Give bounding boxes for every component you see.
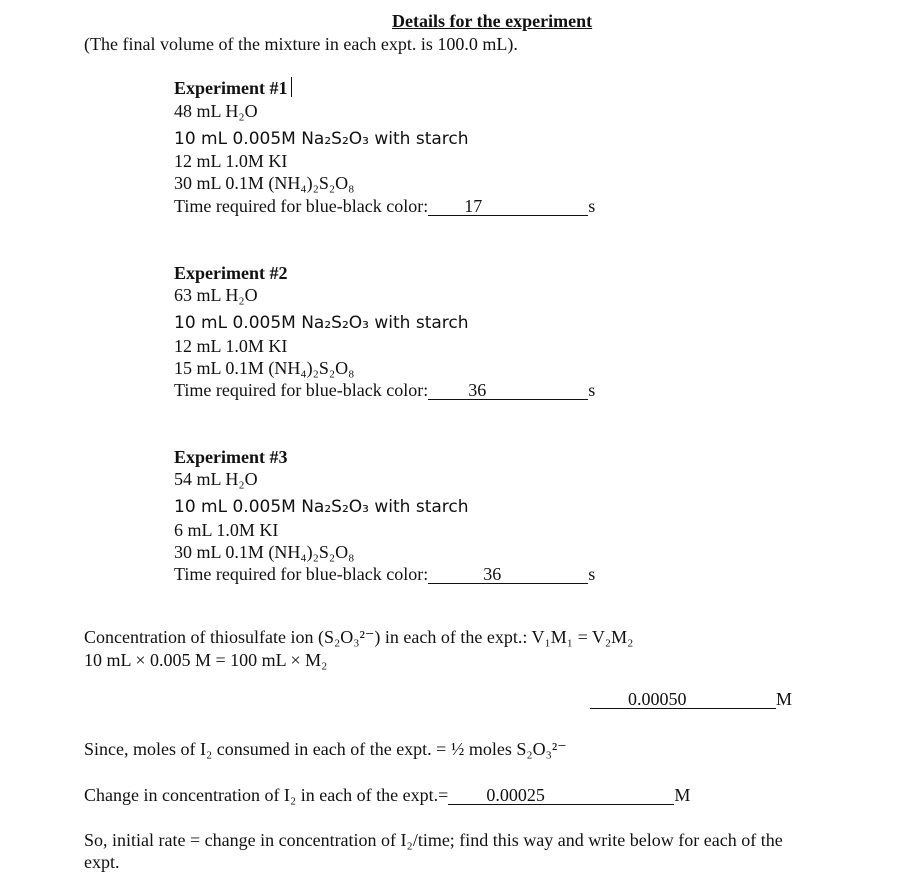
- volume-note: (The final volume of the mixture in each expt. is 100.0 mL).: [84, 34, 518, 54]
- time-value: 36: [468, 380, 487, 400]
- ki-volume: 12 mL 1.0M KI: [174, 336, 288, 356]
- iodine-change-label: Change in concentration of I₂ in each of the expt.=: [84, 785, 449, 805]
- ki-volume: 6 mL 1.0M KI: [174, 520, 279, 540]
- time-row: [174, 563, 595, 585]
- water-volume: 54 mL H₂O: [174, 469, 258, 489]
- time-row: [174, 195, 595, 217]
- text-cursor: [291, 77, 292, 97]
- time-row: [174, 379, 595, 401]
- water-volume: 63 mL H₂O: [174, 285, 258, 305]
- water-volume: 48 mL H₂O: [174, 101, 258, 121]
- ki-volume: 12 mL 1.0M KI: [174, 151, 288, 171]
- thiosulfate-volume: 10 mL 0.005M Na₂S₂O₃ with starch: [174, 313, 469, 333]
- time-label: Time required for blue-black color:: [174, 380, 429, 400]
- rate-instruction-line-2: expt.: [84, 852, 120, 872]
- iodine-change-row: [84, 784, 690, 806]
- thiosulfate-conc-value: 0.00050: [628, 689, 687, 709]
- thiosulfate-concentration-line: Concentration of thiosulfate ion (S₂O₃²⁻) in each of the expt.: V₁M₁ = V₂M₂: [84, 627, 634, 647]
- time-unit: s: [588, 196, 596, 216]
- moles-statement: Since, moles of I₂ consumed in each of the expt. = ½ moles S₂O₃²⁻: [84, 739, 567, 759]
- time-label: Time required for blue-black color:: [174, 564, 429, 584]
- thiosulfate-volume: 10 mL 0.005M Na₂S₂O₃ with starch: [174, 129, 469, 149]
- persulfate-volume: 30 mL 0.1M (NH₄)₂S₂O₈: [174, 542, 355, 562]
- time-field[interactable]: [428, 381, 588, 400]
- experiment-heading: Experiment #2: [174, 263, 288, 283]
- dilution-equation: 10 mL × 0.005 M = 100 mL × M₂: [84, 650, 328, 670]
- time-label: Time required for blue-black color:: [174, 196, 429, 216]
- rate-instruction-line-1: So, initial rate = change in concentration of I₂/time; find this way and write below for each of the: [84, 830, 783, 850]
- thiosulfate-conc-field[interactable]: [590, 690, 776, 709]
- persulfate-volume: 30 mL 0.1M (NH₄)₂S₂O₈: [174, 173, 355, 193]
- thiosulfate-conc-answer: [590, 688, 792, 710]
- persulfate-volume: 15 mL 0.1M (NH₄)₂S₂O₈: [174, 358, 355, 378]
- time-field[interactable]: [428, 197, 588, 216]
- iodine-change-field[interactable]: [448, 786, 674, 805]
- experiment-heading: Experiment #3: [174, 447, 288, 467]
- thiosulfate-volume: 10 mL 0.005M Na₂S₂O₃ with starch: [174, 497, 469, 517]
- conc-unit: M: [776, 689, 793, 709]
- conc-unit: M: [674, 785, 691, 805]
- time-value: 17: [464, 196, 483, 216]
- time-unit: s: [588, 380, 596, 400]
- page-title: Details for the experiment: [392, 11, 593, 31]
- time-value: 36: [483, 564, 502, 584]
- time-unit: s: [588, 564, 596, 584]
- iodine-change-value: 0.00025: [486, 785, 545, 805]
- experiment-heading[interactable]: Experiment #1: [174, 77, 292, 99]
- time-field[interactable]: [428, 565, 588, 584]
